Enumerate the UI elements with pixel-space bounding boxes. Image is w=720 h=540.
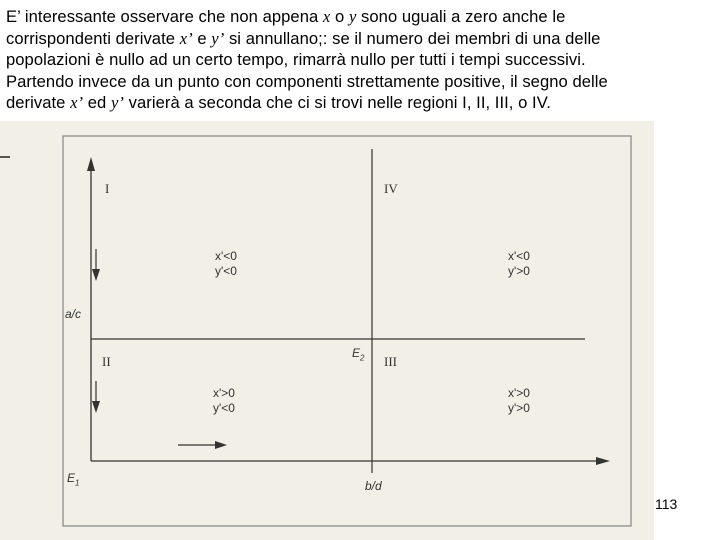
region-label-I: I — [105, 181, 110, 196]
sign-y-region-1: y'<0 — [215, 264, 237, 278]
body-paragraph — [6, 6, 712, 114]
paragraph-line-1: E’ interessante osservare che non appena x o y sono uguali a zero anche le — [6, 7, 566, 26]
right-arrowhead-x-axis — [215, 441, 227, 449]
down-arrowhead-region-2 — [92, 401, 100, 413]
variable-x: x — [322, 7, 331, 26]
sign-x-region-1: x'<0 — [215, 249, 237, 263]
sign-y-region-4: y'>0 — [508, 264, 530, 278]
y-tick-label: a/c — [65, 307, 82, 321]
sign-y-region-3: y'>0 — [508, 401, 530, 415]
variable-y-prime: y’ — [211, 28, 225, 48]
origin-label: $E_1$ — [67, 471, 80, 488]
sign-x-region-3: x'>0 — [508, 386, 530, 400]
y-axis-arrowhead — [87, 157, 95, 171]
variable-y: y — [348, 7, 357, 26]
x-tick-label: b/d — [365, 479, 382, 493]
sign-x-region-4: x'<0 — [508, 249, 530, 263]
variable-y-prime: y’ — [111, 93, 124, 112]
variable-x-prime: x’ — [70, 93, 84, 112]
phase-plane-diagram — [0, 121, 654, 540]
x-axis-arrowhead — [596, 457, 610, 465]
equilibrium-label: $E_2$ — [352, 346, 365, 363]
sign-x-region-2: x'>0 — [213, 386, 235, 400]
region-label-IV: IV — [384, 181, 398, 196]
paragraph-line-5: derivate x’ ed y’ varierà a seconda che ci si trovi nelle regioni I, II, III, o IV. — [6, 93, 551, 112]
paragraph-line-4: Partendo invece da un punto con componenti strettamente positive, il segno delle — [6, 71, 608, 91]
region-label-II: II — [102, 354, 111, 369]
paragraph-line-2: corrispondenti derivate x’ e y’ si annullano;: se il numero dei membri di una delle — [6, 28, 601, 48]
variable-x-prime: x’ — [179, 28, 193, 48]
paragraph-line-3: popolazioni è nullo ad un certo tempo, rimarrà nullo per tutti i tempi successivi. — [6, 50, 586, 69]
phase-plane-figure — [0, 121, 654, 540]
down-arrowhead-region-1 — [92, 269, 100, 281]
sign-y-region-2: y'<0 — [213, 401, 235, 415]
page-number: 113 — [655, 496, 678, 512]
region-label-III: III — [384, 354, 397, 369]
figure-frame — [63, 136, 631, 526]
